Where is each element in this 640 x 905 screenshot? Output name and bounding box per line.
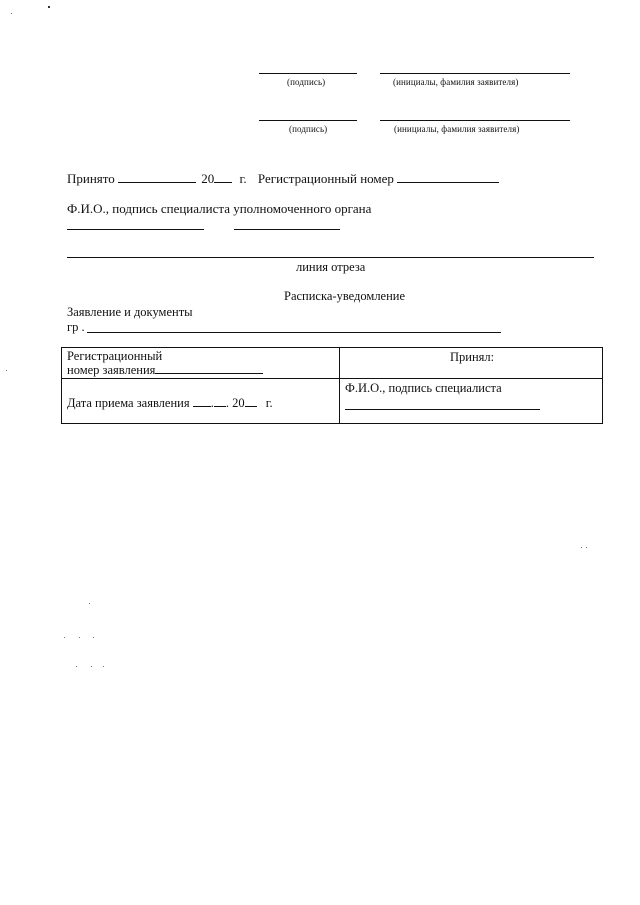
date-cell: Дата приема заявления . . 20 г. [67, 396, 273, 410]
reg-number-field[interactable] [155, 363, 263, 374]
accepted-header: Принял: [450, 350, 495, 364]
scan-speck [93, 637, 94, 638]
accepted-date-blank[interactable] [118, 171, 196, 183]
scan-speck [89, 603, 90, 604]
scan-speck [79, 637, 80, 638]
signature-line [259, 120, 357, 121]
scan-speck [103, 666, 104, 667]
reg-label-line2: номер заявления [67, 363, 156, 377]
table-vertical-divider [339, 348, 340, 423]
cut-line [67, 257, 594, 258]
date-day-blank[interactable] [193, 395, 211, 407]
scan-speck [11, 13, 12, 14]
table-horizontal-divider [62, 378, 602, 379]
reg-number-blank[interactable] [397, 171, 499, 183]
date-year-prefix: 20 [232, 396, 245, 410]
signature-caption: (подпись) [289, 124, 328, 134]
scan-speck [64, 637, 65, 638]
year-prefix: 20 [201, 171, 215, 186]
citizen-name-line [87, 332, 501, 333]
year-blank[interactable] [214, 171, 232, 183]
receipt-table [61, 347, 603, 424]
scan-speck [581, 547, 582, 548]
applicant-name-caption: (инициалы, фамилия заявителя) [393, 77, 519, 87]
reg-number-cell [67, 349, 263, 377]
scan-speck [586, 547, 587, 548]
year-suffix: г. [239, 171, 247, 186]
citizen-prefix: гр . [67, 320, 85, 334]
cut-line-label: линия отреза [296, 260, 366, 274]
scan-speck [48, 6, 50, 8]
specialist-cell-line [345, 409, 540, 410]
reg-label-line2-row [67, 363, 263, 377]
specialist-name-line [67, 229, 204, 230]
reg-label-line1: Регистрационный [67, 349, 163, 363]
statement-label: Заявление и документы [67, 305, 193, 319]
applicant-name-line [380, 73, 570, 74]
receipt-title: Расписка-уведомление [284, 289, 406, 303]
signature-caption: (подпись) [287, 77, 326, 87]
reg-number-label: Регистрационный номер [257, 171, 394, 186]
acceptance-row [67, 171, 499, 187]
signature-line [259, 73, 357, 74]
applicant-name-caption: (инициалы, фамилия заявителя) [394, 124, 520, 134]
scan-speck [6, 370, 7, 371]
date-suffix: г. [265, 396, 273, 410]
scan-speck [91, 666, 92, 667]
date-year-blank[interactable] [245, 395, 257, 407]
date-label: Дата приема заявления [67, 396, 190, 410]
specialist-signature-line [234, 229, 340, 230]
specialist-cell-label: Ф.И.О., подпись специалиста [345, 381, 502, 395]
applicant-name-line [380, 120, 570, 121]
accepted-label: Принято [67, 171, 115, 186]
date-month-blank[interactable] [214, 395, 226, 407]
specialist-authority-label: Ф.И.О., подпись специалиста уполномоченного органа [67, 201, 372, 216]
scan-speck [76, 666, 77, 667]
